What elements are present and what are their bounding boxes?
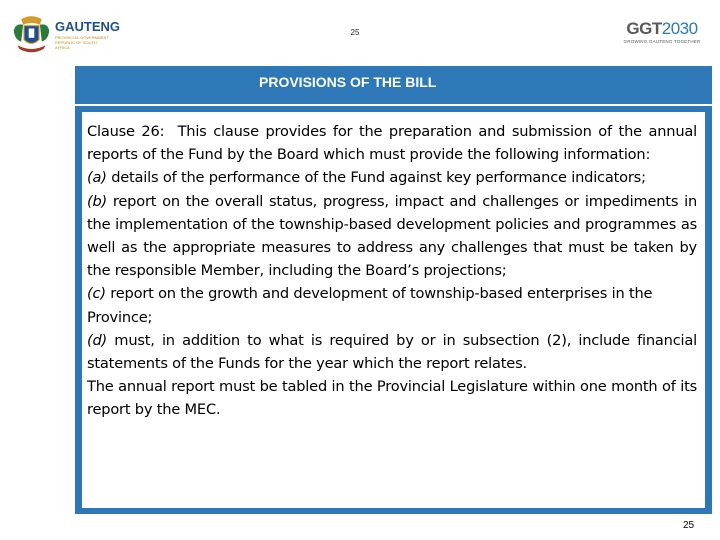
- title-bar: [75, 66, 712, 104]
- list-marker-b: (b): [87, 192, 108, 210]
- list-marker-d: (d): [87, 331, 108, 349]
- list-item-d: [87, 329, 697, 375]
- gauteng-logo-subtitle-1: PROVINCIAL GOVERNMENT: [55, 35, 109, 40]
- list-text-d: must, in addition to what is required by or in subsection (2), include financial statements of the Funds for the year which the report relates.: [87, 331, 697, 373]
- coat-of-arms-icon: [10, 12, 53, 58]
- page-number-bottom: 25: [683, 520, 695, 531]
- list-marker-a: (a): [87, 169, 107, 187]
- content-body: [82, 112, 705, 508]
- list-item-b: [87, 190, 697, 283]
- clause-intro-text: This clause provides for the preparation and submission of the annual reports of the Fund by the Board which must provide the following information:: [87, 123, 697, 164]
- closing-paragraph: The annual report must be tabled in the Provincial Legislature within one month of its report by the MEC.: [87, 378, 697, 419]
- ggt-logo-tagline: GROWING GAUTENG TOGETHER: [623, 39, 701, 44]
- gauteng-logo: [10, 12, 120, 58]
- list-item-a: [87, 166, 697, 189]
- gauteng-logo-subtitle-2: REPUBLIC OF SOUTH AFRICA: [55, 40, 97, 50]
- ggt-logo-year: 2030: [661, 19, 698, 38]
- list-item-c: [87, 282, 697, 328]
- gauteng-logo-name: GAUTENG: [55, 19, 120, 34]
- ggt-logo-name: GGT: [626, 19, 662, 38]
- ggt2030-logo: [622, 20, 702, 54]
- content-panel: [75, 106, 712, 514]
- slide-title: PROVISIONS OF THE BILL: [259, 74, 437, 90]
- list-text-c: report on the growth and development of township-based enterprises in the Province;: [87, 285, 653, 326]
- list-marker-c: (c): [87, 285, 106, 303]
- list-text-b: report on the overall status, progress, impact and challenges or impediments in the implementation of the township-based development policies and programmes as well as the appropriate measures to address any challenges that must be taken by the responsible Member, including the Board’s projections;: [87, 192, 697, 280]
- page-number-top: 25: [350, 28, 360, 37]
- list-text-a: details of the performance of the Fund against key performance indicators;: [111, 169, 646, 187]
- clause-label: Clause 26:: [87, 123, 165, 140]
- clause-intro: [87, 120, 697, 166]
